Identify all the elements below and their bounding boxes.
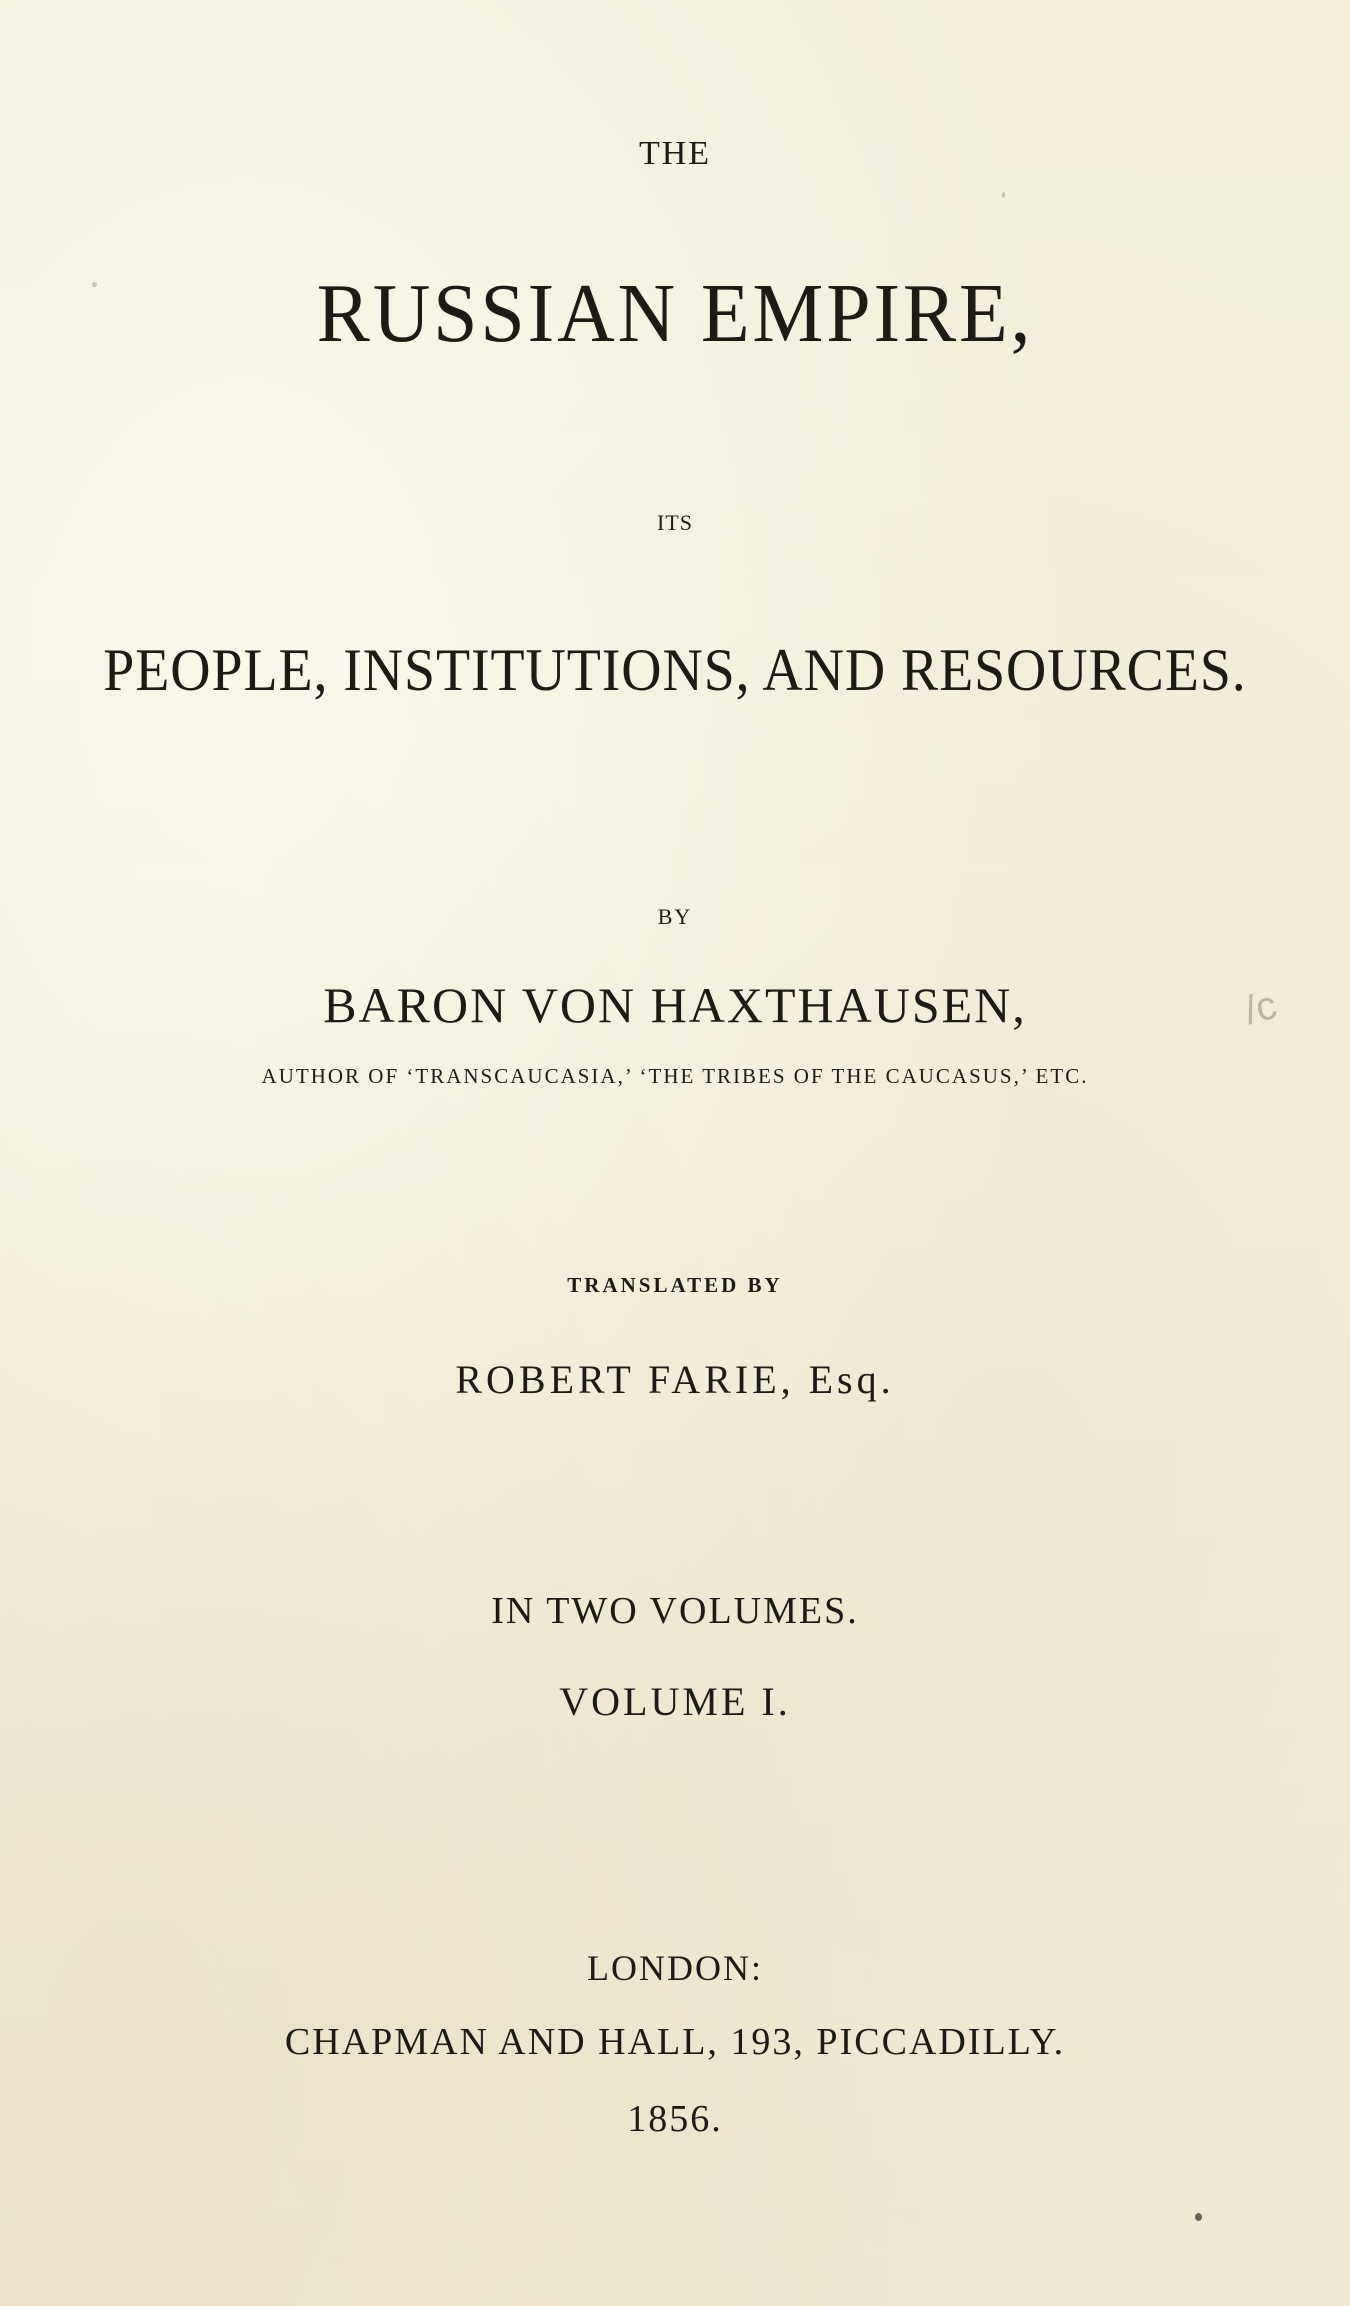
book-subtitle: PEOPLE, INSTITUTIONS, AND RESOURCES. (103, 637, 1247, 703)
author-credits: AUTHOR OF ‘TRANSCAUCASIA,’ ‘THE TRIBES OF THE CAUCASUS,’ ETC. (261, 1064, 1089, 1088)
book-title: RUSSIAN EMPIRE, (316, 267, 1034, 360)
author-name: BARON VON HAXTHAUSEN, (323, 977, 1027, 1033)
connector-its: ITS (657, 510, 693, 535)
pencil-mark: /c (1240, 982, 1281, 1034)
volume-number: VOLUME I. (559, 1679, 791, 1724)
translator-name: ROBERT FARIE, Esq. (455, 1357, 895, 1402)
foxing-spot (92, 282, 97, 287)
by-line: BY (657, 904, 693, 929)
imprint-city: LONDON: (587, 1948, 763, 1988)
imprint-publisher: CHAPMAN AND HALL, 193, PICCADILLY. (284, 2021, 1066, 2063)
foxing-spot (1002, 192, 1005, 198)
translated-by-line: TRANSLATED BY (567, 1273, 783, 1297)
imprint-year: 1856. (627, 2098, 723, 2140)
article-the: THE (638, 135, 712, 172)
ink-spot (1195, 2213, 1202, 2221)
volume-count: IN TWO VOLUMES. (491, 1590, 859, 1632)
